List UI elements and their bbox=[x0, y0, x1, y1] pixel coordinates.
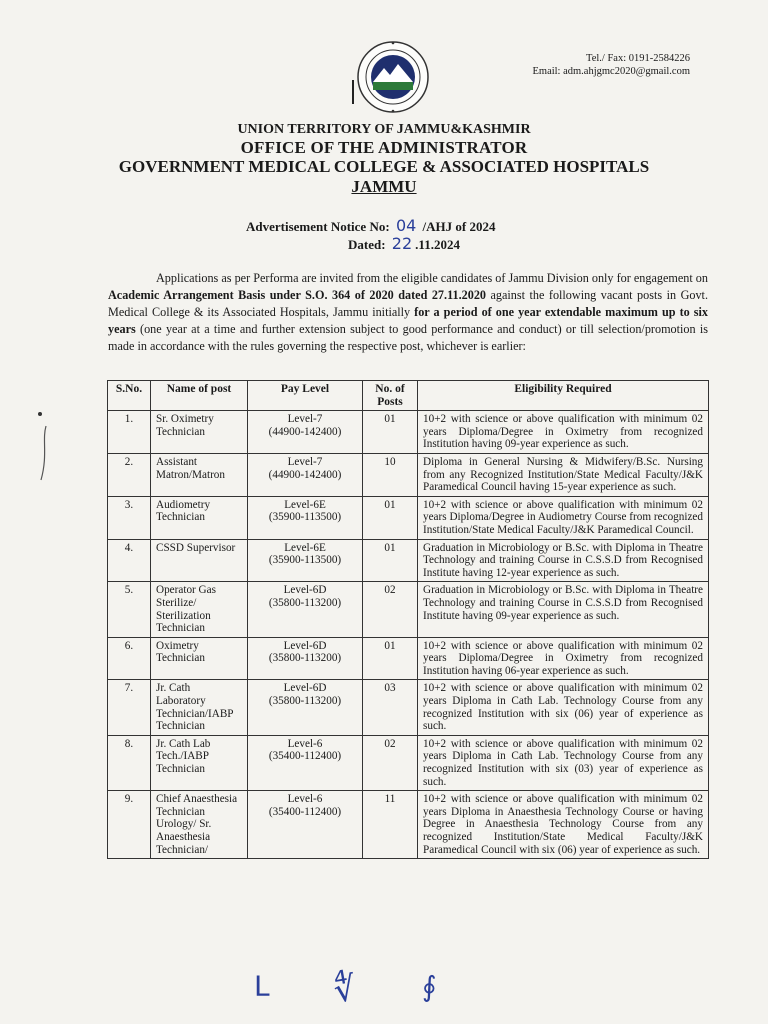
notice-day-handwritten: 22 bbox=[391, 234, 413, 253]
cell-name: Oximetry Technician bbox=[151, 637, 248, 680]
cell-level: Level-6D bbox=[283, 584, 327, 597]
cell-level: Level-6E bbox=[284, 498, 326, 511]
table-row bbox=[108, 582, 709, 637]
cell-name: Assistant Matron/Matron bbox=[151, 453, 248, 496]
cell-pay bbox=[248, 539, 363, 582]
cell-name: Sr. Oximetry Technician bbox=[151, 411, 248, 454]
cell-posts: 03 bbox=[363, 680, 418, 735]
cell-scale: (44900-142400) bbox=[268, 468, 342, 481]
cell-name: Audiometry Technician bbox=[151, 496, 248, 539]
cell-eligibility: 10+2 with science or above qualification with minimum 02 years Diploma/Degree in Oximetry from recognized Institution having 06-year experience as such. bbox=[418, 637, 709, 680]
cell-posts: 01 bbox=[363, 411, 418, 454]
cell-name: CSSD Supervisor bbox=[151, 539, 248, 582]
cell-eligibility: 10+2 with science or above qualification with minimum 02 years Diploma in Anaesthesia Technology Course or having Degree in Anaesthesia Technology Course from any recognized Institution/State Medical Faculty/J&K Paramedical Council with six (06) year of experience as such. bbox=[418, 791, 709, 859]
contact-tel: Tel./ Fax: 0191-2584226 bbox=[586, 53, 690, 64]
cell-pay bbox=[248, 496, 363, 539]
cell-eligibility: 10+2 with science or above qualification with minimum 02 years Diploma/Degree in Audiometry Course from recognized Institution/State Medical Faculty/J&K Paramedical Council. bbox=[418, 496, 709, 539]
cell-posts: 11 bbox=[363, 791, 418, 859]
table-row bbox=[108, 735, 709, 790]
signature-initial-1-icon: ᒪ bbox=[254, 970, 270, 1003]
notice-number-handwritten: 04 bbox=[395, 216, 417, 235]
header-name: Name of post bbox=[151, 381, 248, 411]
pen-mark bbox=[352, 80, 354, 104]
notice-date-label: Dated: bbox=[348, 237, 386, 252]
notice-date-row bbox=[246, 235, 496, 253]
signature-initial-3-icon: ∮ bbox=[422, 970, 437, 1003]
cell-eligibility: Graduation in Microbiology or B.Sc. with Diploma in Theatre Technology and training Course in C.S.S.D from Recognised Institute having 09-year experience as such. bbox=[418, 582, 709, 637]
para-text-3: (one year at a time and further extension subject to good performance and conduct) or till selection/promotion is made in accordance with the rules governing the respective post, whichever is earlier: bbox=[108, 322, 708, 353]
notice-date-suffix: .11.2024 bbox=[415, 237, 460, 252]
cell-scale: (35800-113200) bbox=[268, 652, 342, 665]
table-row bbox=[108, 791, 709, 859]
para-bold-1: Academic Arrangement Basis under S.O. 364 of 2020 dated 27.11.2020 bbox=[108, 288, 487, 302]
cell-name: Chief Anaesthesia Technician Urology/ Sr. Anaesthesia Technician/ bbox=[151, 791, 248, 859]
cell-sno: 4. bbox=[108, 539, 151, 582]
cell-scale: (35400-112400) bbox=[268, 750, 342, 763]
cell-sno: 2. bbox=[108, 453, 151, 496]
contact-block bbox=[532, 52, 690, 78]
cell-level: Level-7 bbox=[287, 455, 323, 468]
notice-number-row bbox=[246, 217, 496, 235]
cell-eligibility: 10+2 with science or above qualification with minimum 02 years Diploma in Cath Lab. Technology Course from any recognized Institution with six (06) year of experience as such. bbox=[418, 680, 709, 735]
margin-scribble-icon bbox=[36, 410, 50, 490]
cell-sno: 9. bbox=[108, 791, 151, 859]
notice-number-suffix: /AHJ of 2024 bbox=[422, 219, 496, 234]
cell-pay bbox=[248, 791, 363, 859]
cell-level: Level-6 bbox=[287, 793, 323, 806]
header-pay: Pay Level bbox=[248, 381, 363, 411]
cell-level: Level-6 bbox=[287, 737, 323, 750]
cell-posts: 01 bbox=[363, 637, 418, 680]
cell-pay bbox=[248, 680, 363, 735]
table-row bbox=[108, 453, 709, 496]
table-row bbox=[108, 637, 709, 680]
table-row bbox=[108, 680, 709, 735]
cell-level: Level-6D bbox=[283, 682, 327, 695]
posts-table bbox=[107, 380, 709, 859]
cell-scale: (44900-142400) bbox=[268, 425, 342, 438]
contact-email: Email: adm.ahjgmc2020@gmail.com bbox=[532, 66, 690, 77]
cell-pay bbox=[248, 582, 363, 637]
notice-block bbox=[246, 217, 496, 253]
intro-paragraph bbox=[108, 270, 708, 355]
cell-scale: (35900-113500) bbox=[268, 554, 342, 567]
cell-posts: 02 bbox=[363, 582, 418, 637]
cell-pay bbox=[248, 411, 363, 454]
cell-sno: 6. bbox=[108, 637, 151, 680]
cell-posts: 01 bbox=[363, 496, 418, 539]
cell-eligibility: Graduation in Microbiology or B.Sc. with Diploma in Theatre Technology and training Course in C.S.S.D from Recognised Institute having 12-year experience as such. bbox=[418, 539, 709, 582]
cell-level: Level-6E bbox=[284, 541, 326, 554]
cell-scale: (35800-113200) bbox=[268, 596, 342, 609]
cell-sno: 8. bbox=[108, 735, 151, 790]
table-row bbox=[108, 496, 709, 539]
para-text-2: against the following vacant posts in Govt. Medical College & its Associated Hospitals, Jammu initially bbox=[108, 288, 708, 319]
cell-sno: 7. bbox=[108, 680, 151, 735]
para-text-1: Applications as per Performa are invited from the eligible candidates of Jammu Division only for engagement on bbox=[156, 271, 708, 285]
cell-pay bbox=[248, 637, 363, 680]
college-emblem-icon bbox=[356, 40, 430, 114]
cell-name: Jr. Cath Laboratory Technician/IABP Technician bbox=[151, 680, 248, 735]
cell-pay bbox=[248, 453, 363, 496]
cell-posts: 02 bbox=[363, 735, 418, 790]
cell-name: Jr. Cath Lab Tech./IABP Technician bbox=[151, 735, 248, 790]
cell-level: Level-7 bbox=[287, 413, 323, 426]
header-sno: S.No. bbox=[108, 381, 151, 411]
notice-number-label: Advertisement Notice No: bbox=[246, 219, 390, 234]
cell-posts: 01 bbox=[363, 539, 418, 582]
cell-scale: (35400-112400) bbox=[268, 805, 342, 818]
cell-sno: 5. bbox=[108, 582, 151, 637]
heading-office: OFFICE OF THE ADMINISTRATOR bbox=[240, 138, 528, 157]
header-eligibility: Eligibility Required bbox=[418, 381, 709, 411]
heading-college: GOVERNMENT MEDICAL COLLEGE & ASSOCIATED HOSPITALS bbox=[118, 157, 650, 176]
cell-eligibility: 10+2 with science or above qualification with minimum 02 years Diploma in Cath Lab. Technology Course from any recognized Institution with six (03) year of experience as such. bbox=[418, 735, 709, 790]
header-posts: No. of Posts bbox=[363, 381, 418, 411]
table-row bbox=[108, 539, 709, 582]
cell-posts: 10 bbox=[363, 453, 418, 496]
cell-scale: (35900-113500) bbox=[268, 511, 342, 524]
para-bold-2: for a period of one year extendable maximum up to six years bbox=[108, 305, 708, 336]
heading-territory: UNION TERRITORY OF JAMMU&KASHMIR bbox=[237, 122, 531, 137]
cell-sno: 1. bbox=[108, 411, 151, 454]
cell-eligibility: Diploma in General Nursing & Midwifery/B.Sc. Nursing from any Recognized Institution/State Medical Faculty/J&K Paramedical Council having 15-year experience as such. bbox=[418, 453, 709, 496]
signature-initial-2-icon: ∜ bbox=[330, 968, 359, 1012]
cell-name: Operator Gas Sterilize/ Sterilization Technician bbox=[151, 582, 248, 637]
heading-city: JAMMU bbox=[351, 177, 417, 196]
cell-sno: 3. bbox=[108, 496, 151, 539]
cell-scale: (35800-113200) bbox=[268, 695, 342, 708]
cell-level: Level-6D bbox=[283, 639, 327, 652]
table-header-row bbox=[108, 381, 709, 411]
table-row bbox=[108, 411, 709, 454]
cell-pay bbox=[248, 735, 363, 790]
cell-eligibility: 10+2 with science or above qualification with minimum 02 years Diploma/Degree in Oximetry from recognized Institution having 09-year experience as such. bbox=[418, 411, 709, 454]
